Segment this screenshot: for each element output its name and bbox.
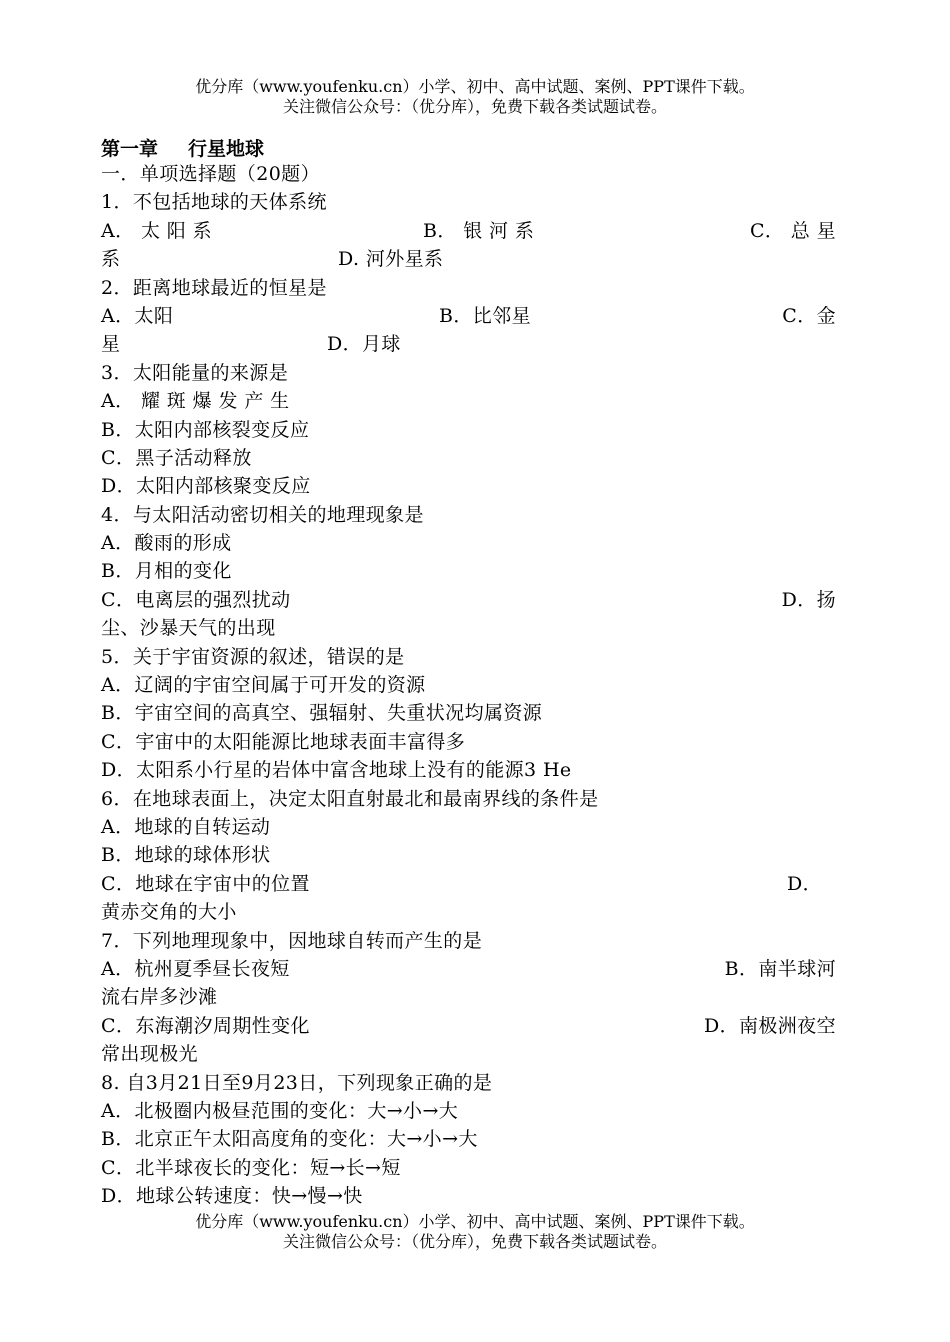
question-2-option-a: A．太阳 — [101, 304, 174, 327]
question-7-option-d-cont: 常出现极光 — [101, 1043, 199, 1066]
question-7-options-row — [101, 955, 836, 983]
chapter-title — [101, 134, 264, 161]
question-4-stem: 4．与太阳活动密切相关的地理现象是 — [101, 503, 424, 526]
question-8-option-d: D．地球公转速度：快→慢→快 — [101, 1185, 363, 1208]
question-7-option-b: B．南半球河 — [724, 957, 836, 980]
question-6-stem: 6．在地球表面上，决定太阳直射最北和最南界线的条件是 — [101, 787, 599, 810]
question-5-option-b: B．宇宙空间的高真空、强辐射、失重状况均属资源 — [101, 702, 543, 725]
question-3-option-a: A． 耀 斑 爆 发 产 生 — [101, 390, 290, 413]
question-5-stem: 5．关于宇宙资源的叙述，错误的是 — [101, 645, 405, 668]
question-3-option-d: D．太阳内部核聚变反应 — [101, 475, 311, 498]
chapter-number: 第一章 — [101, 138, 159, 160]
question-5-option-a: A．辽阔的宇宙空间属于可开发的资源 — [101, 674, 426, 697]
question-6-option-a: A．地球的自转运动 — [101, 815, 271, 838]
question-7-stem: 7．下列地理现象中，因地球自转而产生的是 — [101, 929, 483, 952]
question-list — [101, 160, 836, 1210]
question-2-option-d: D．月球 — [327, 333, 401, 356]
question-1-option-b: B． 银 河 系 — [423, 219, 535, 242]
question-8-option-a: A．北极圈内极昼范围的变化：大→小→大 — [101, 1099, 459, 1122]
question-2-options-row — [101, 302, 836, 330]
question-4-options-row — [101, 586, 836, 614]
question-7-option-d: D．南极洲夜空 — [703, 1014, 836, 1037]
question-6-option-c: C．地球在宇宙中的位置 — [101, 872, 310, 895]
question-6-option-d-cont: 黄赤交角的大小 — [101, 901, 237, 924]
question-7-option-a: A．杭州夏季昼长夜短 — [101, 957, 290, 980]
question-4-option-d-cont: 尘、沙暴天气的出现 — [101, 617, 276, 640]
question-4-option-a: A．酸雨的形成 — [101, 532, 232, 555]
question-8-stem: 8. 自3月21日至9月23日，下列现象正确的是 — [101, 1071, 493, 1094]
question-1-options-row — [101, 217, 836, 245]
question-2-option-c: C．金 — [782, 304, 836, 327]
question-5-option-c: C．宇宙中的太阳能源比地球表面丰富得多 — [101, 730, 466, 753]
question-8-option-c: C．北半球夜长的变化：短→长→短 — [101, 1156, 401, 1179]
chapter-name: 行星地球 — [188, 138, 265, 160]
question-1-option-d: D. 河外星系 — [338, 248, 444, 271]
footer-line-1: 优分库（www.youfenku.cn）小学、初中、高中试题、案例、PPT课件下载。 — [195, 1212, 755, 1231]
question-7-options-row-2 — [101, 1012, 836, 1040]
question-6-option-b: B．地球的球体形状 — [101, 844, 271, 867]
question-1-option-a: A． 太 阳 系 — [101, 219, 213, 242]
question-2-stem: 2．距离地球最近的恒星是 — [101, 276, 327, 299]
section-heading: 一．单项选择题（20题） — [101, 163, 320, 185]
question-2-option-b: B．比邻星 — [439, 304, 531, 327]
question-1-option-c-cont: 系 — [101, 248, 121, 271]
question-7-option-c: C．东海潮汐周期性变化 — [101, 1014, 310, 1037]
question-1-options-row-2 — [101, 245, 836, 273]
question-4-option-c: C．电离层的强烈扰动 — [101, 588, 291, 611]
header-line-2: 关注微信公众号：（优分库），免费下载各类试题试卷。 — [282, 97, 667, 116]
header-line-1: 优分库（www.youfenku.cn）小学、初中、高中试题、案例、PPT课件下载。 — [195, 77, 755, 96]
question-2-options-row-2 — [101, 330, 836, 358]
question-3-stem: 3．太阳能量的来源是 — [101, 361, 289, 384]
question-1-option-c: C． 总 星 — [749, 219, 836, 242]
question-6-option-d: D． — [786, 872, 822, 895]
question-4-option-b: B．月相的变化 — [101, 560, 232, 583]
question-8-option-b: B．北京正午太阳高度角的变化：大→小→大 — [101, 1128, 478, 1151]
question-2-option-c-cont: 星 — [101, 333, 121, 356]
question-6-options-row — [101, 870, 836, 898]
question-5-option-d: D．太阳系小行星的岩体中富含地球上没有的能源3 He — [101, 759, 572, 782]
footer-line-2: 关注微信公众号：（优分库），免费下载各类试题试卷。 — [282, 1232, 667, 1251]
question-1-stem: 1．不包括地球的天体系统 — [101, 191, 327, 214]
question-7-option-b-cont: 流右岸多沙滩 — [101, 986, 218, 1009]
question-4-option-d: D．扬 — [781, 588, 836, 611]
question-3-option-b: B．太阳内部核裂变反应 — [101, 418, 310, 441]
question-3-option-c: C．黑子活动释放 — [101, 446, 252, 469]
